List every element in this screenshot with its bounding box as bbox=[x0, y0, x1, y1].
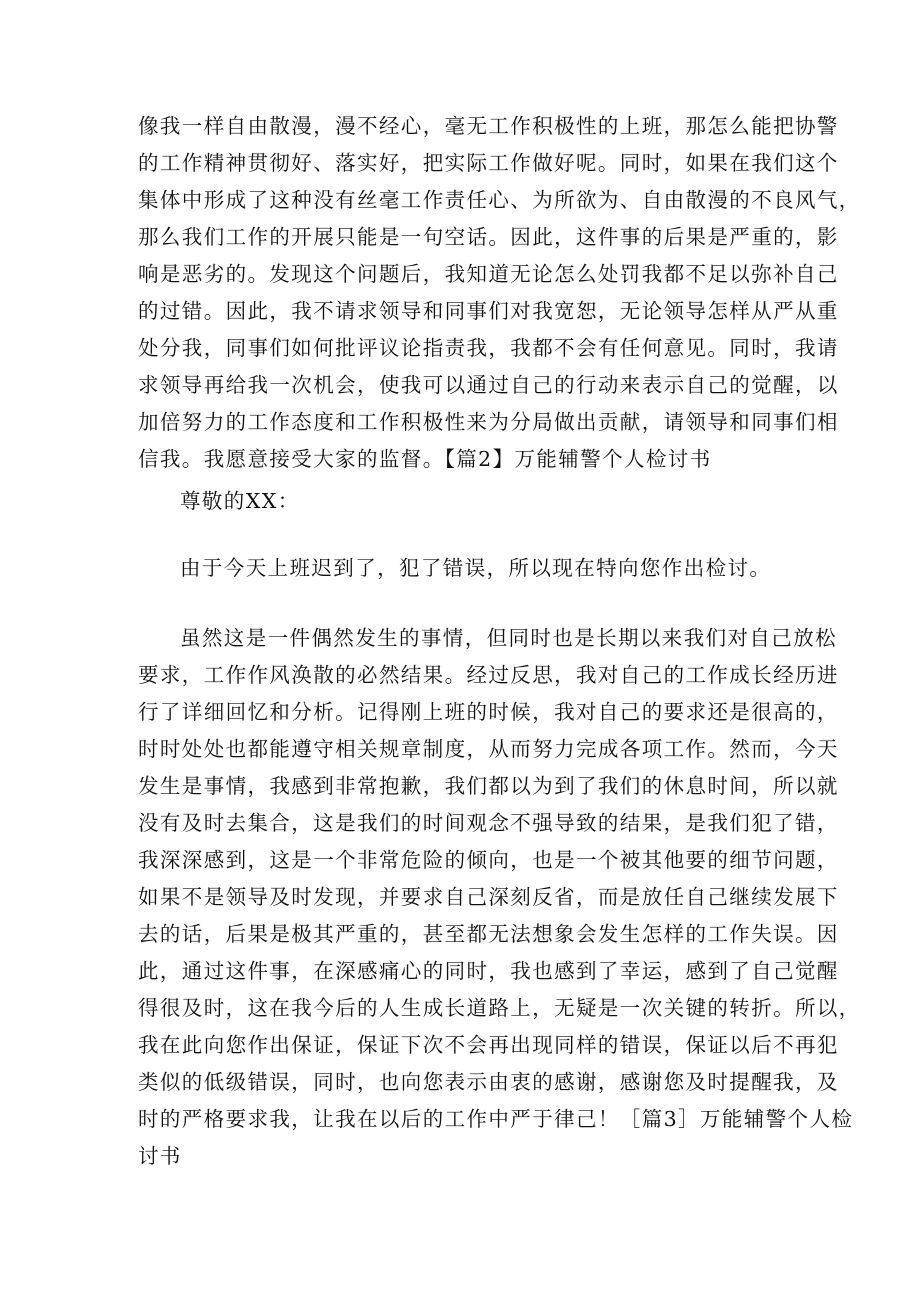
text-line: 集体中形成了这种没有丝毫工作责任心、为所欲为、自由散漫的不良风气， bbox=[138, 188, 861, 212]
text-line: 处分我，同事们如何批评议论指责我，我都不会有任何意见。同时，我请 bbox=[138, 336, 839, 360]
text-line: 那么我们工作的开展只能是一句空话。因此，这件事的后果是严重的，影 bbox=[138, 225, 839, 249]
text-line: 的工作精神贯彻好、落实好，把实际工作做好呢。同时，如果在我们这个 bbox=[138, 151, 839, 175]
body-paragraph bbox=[138, 620, 861, 1175]
text-line: 行了详细回忆和分析。记得刚上班的时候，我对自己的要求还是很高的， bbox=[138, 700, 839, 724]
paragraph-continuation bbox=[138, 108, 861, 478]
text-line: 要求，工作作风涣散的必然结果。经过反思，我对自己的工作成长经历进 bbox=[138, 663, 839, 687]
text-line: 发生是事情，我感到非常抱歉，我们都以为到了我们的休息时间，所以就 bbox=[138, 774, 839, 798]
text-line: 像我一样自由散漫，漫不经心，毫无工作积极性的上班，那怎么能把协警 bbox=[138, 114, 839, 138]
salutation bbox=[138, 483, 798, 520]
intro-paragraph bbox=[138, 550, 798, 587]
text-line: 如果不是领导及时发现，并要求自己深刻反省，而是放任自己继续发展下 bbox=[138, 885, 839, 909]
salutation-text: 尊敬的XX： bbox=[180, 489, 300, 513]
text-line: 此，通过这件事，在深感痛心的同时，我也感到了幸运，感到了自己觉醒 bbox=[138, 959, 839, 983]
text-line: 类似的低级错误，同时，也向您表示由衷的感谢，感谢您及时提醒我，及 bbox=[138, 1070, 839, 1094]
text-line: 的过错。因此，我不请求领导和同事们对我宽恕，无论领导怎样从严从重 bbox=[138, 299, 839, 323]
text-line: 没有及时去集合，这是我们的时间观念不强导致的结果，是我们犯了错， bbox=[138, 811, 839, 835]
text-line: 时的严格要求我，让我在以后的工作中严于律己！［篇3］万能辅警个人检 bbox=[138, 1107, 854, 1131]
text-line: 响是恶劣的。发现这个问题后，我知道无论怎么处罚我都不足以弥补自己 bbox=[138, 262, 839, 286]
text-line: 去的话，后果是极其严重的，甚至都无法想象会发生怎样的工作失误。因 bbox=[138, 922, 839, 946]
intro-text: 由于今天上班迟到了，犯了错误，所以现在特向您作出检讨。 bbox=[180, 556, 772, 580]
text-line: 时时处处也都能遵守相关规章制度，从而努力完成各项工作。然而，今天 bbox=[138, 737, 839, 761]
text-line: 我深深感到，这是一个非常危险的倾向，也是一个被其他要的细节问题， bbox=[138, 848, 839, 872]
text-line: 我在此向您作出保证，保证下次不会再出现同样的错误，保证以后不再犯 bbox=[138, 1033, 839, 1057]
text-line: 虽然这是一件偶然发生的事情，但同时也是长期以来我们对自己放松 bbox=[180, 626, 837, 650]
text-line: 信我。我愿意接受大家的监督。【篇2】万能辅警个人检讨书 bbox=[138, 447, 712, 471]
text-line: 加倍努力的工作态度和工作积极性来为分局做出贡献，请领导和同事们相 bbox=[138, 410, 839, 434]
text-line: 得很及时，这在我今后的人生成长道路上，无疑是一次关键的转折。所以， bbox=[138, 996, 861, 1020]
text-line: 求领导再给我一次机会，使我可以通过自己的行动来表示自己的觉醒，以 bbox=[138, 373, 839, 397]
text-line: 讨书 bbox=[138, 1144, 182, 1168]
